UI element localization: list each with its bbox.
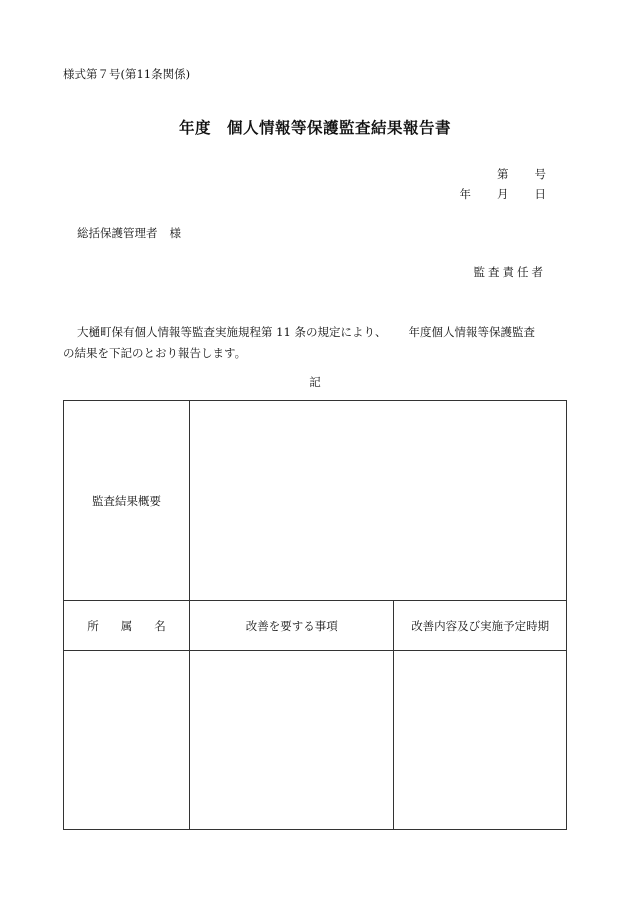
doc-number-label-go: 号	[534, 167, 546, 181]
date-day-label: 日	[534, 187, 546, 201]
document-title: 年度 個人情報等保護監査結果報告書	[178, 118, 451, 137]
table-row	[64, 651, 567, 830]
department-header: 所 属 名	[64, 601, 190, 651]
body-text-part2: 年度個人情報等保護監査	[408, 325, 535, 339]
summary-label-cell	[64, 401, 190, 601]
department-cell[interactable]	[64, 651, 190, 830]
plan-cell[interactable]	[394, 651, 567, 830]
plan-header: 改善内容及び実施予定時期	[394, 601, 567, 651]
date-year-label: 年	[459, 187, 471, 201]
doc-number-label-dai: 第	[497, 167, 509, 181]
auditor-title: 監査責任者	[473, 265, 546, 279]
body-text-line1	[77, 324, 535, 340]
summary-value-cell[interactable]	[190, 401, 567, 601]
document-date	[460, 186, 547, 202]
addressee-name: 総括保護管理者	[77, 226, 158, 240]
issues-header: 改善を要する事項	[190, 601, 394, 651]
date-month-label: 月	[497, 187, 509, 201]
body-text-part1: 大樋町保有個人情報等監査実施規程第 11 条の規定により、	[77, 325, 387, 339]
report-table	[63, 400, 567, 830]
table-header-row	[64, 601, 567, 651]
addressee-honorific: 様	[169, 226, 181, 240]
issues-cell[interactable]	[190, 651, 394, 830]
summary-row	[64, 401, 567, 601]
form-number: 様式第７号(第11条関係)	[63, 67, 191, 81]
document-number	[497, 166, 546, 182]
body-text-line2: の結果を下記のとおり報告します。	[63, 346, 247, 360]
summary-label: 監査結果概要	[92, 493, 162, 508]
ki-heading: 記	[309, 375, 321, 389]
addressee	[77, 225, 181, 241]
